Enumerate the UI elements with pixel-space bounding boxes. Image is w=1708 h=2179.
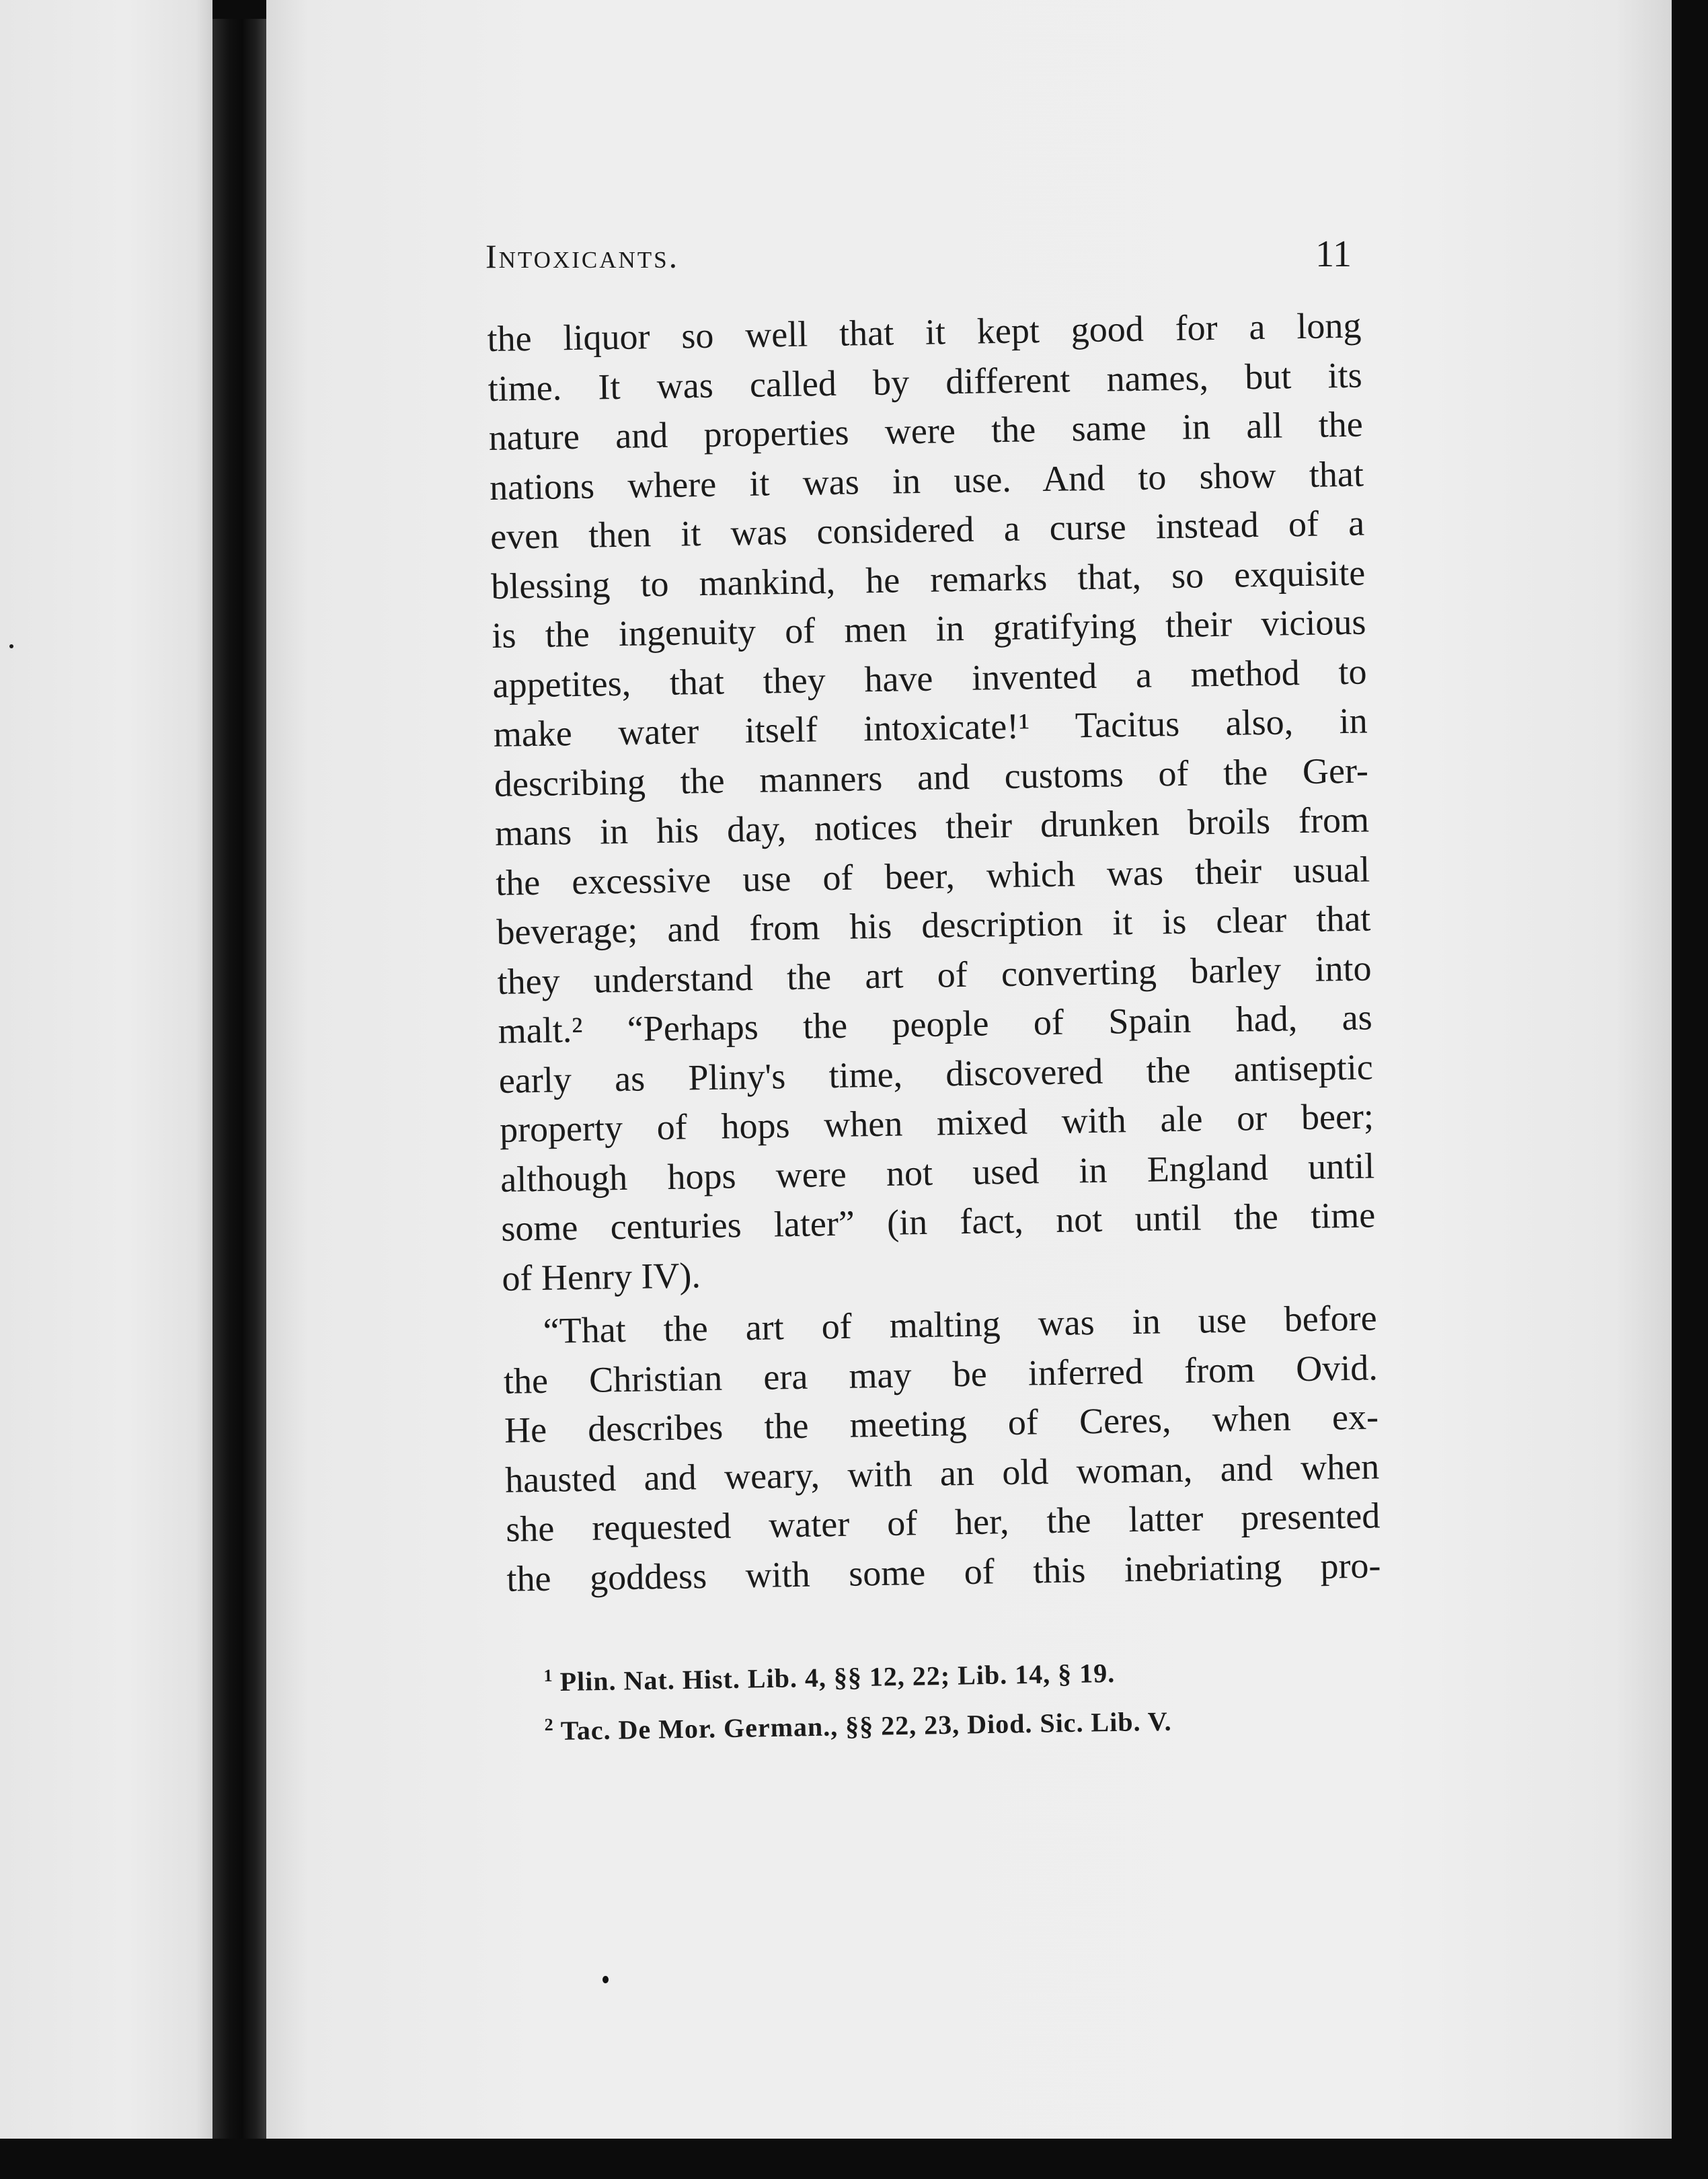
text-line: appetites, that they have invented a method to [492, 651, 1367, 705]
text-line: mans in his day, notices their drunken broils from [494, 799, 1370, 853]
text-line: the liquor so well that it kept good for a long [487, 305, 1362, 359]
left-page-margin [0, 0, 212, 2139]
footnote-mark: 1 [543, 1665, 553, 1685]
scan-right-border [1672, 0, 1708, 2179]
text-line: hausted and weary, with an old woman, and when [504, 1445, 1380, 1500]
text-line: of Henry IV). [502, 1254, 701, 1299]
footnote-text: Tac. De Mor. German., §§ 22, 23, Diod. Sic. Lib. V. [560, 1706, 1172, 1747]
scan-bottom-border [0, 2139, 1708, 2179]
margin-speck [9, 644, 13, 648]
text-line: the goddess with some of this inebriating pro- [506, 1544, 1381, 1599]
text-line: they understand the art of converting barley into [497, 947, 1372, 1002]
text-line: she requested water of her, the latter presented [505, 1495, 1381, 1550]
text-line: nature and properties were the same in all the [488, 404, 1364, 458]
footnote-mark: 2 [544, 1715, 554, 1735]
text-line: He describes the meeting of Ceres, when ex- [504, 1396, 1379, 1451]
text-line: “That the art of malting was in use before [543, 1297, 1378, 1351]
text-line: early as Pliny's time, discovered the antiseptic [498, 1046, 1374, 1101]
footnote-text: Plin. Nat. Hist. Lib. 4, §§ 12, 22; Lib. 14, § 19. [559, 1657, 1116, 1697]
text-line: the Christian era may be inferred from Ovid. [503, 1346, 1379, 1402]
body-text [487, 301, 1381, 1604]
page-number: 11 [1315, 233, 1352, 275]
text-line: blessing to mankind, he remarks that, so exquisite [490, 552, 1366, 607]
text-line: describing the manners and customs of the Ger- [494, 749, 1369, 804]
text-line: time. It was called by different names, but its [488, 354, 1363, 409]
book-binding-gutter [212, 19, 266, 2139]
text-line: beverage; and from his description it is clear that [496, 898, 1371, 952]
text-line: make water itself intoxicate!¹ Tacitus also, in [493, 700, 1368, 755]
footnotes [543, 1642, 1365, 1753]
page-speck [603, 1976, 609, 1983]
page-header [484, 233, 1352, 286]
text-line: is the ingenuity of men in gratifying their vicious [492, 601, 1366, 656]
text-line: malt.² “Perhaps the people of Spain had, as [498, 997, 1373, 1051]
text-line: although hops were not used in England until [500, 1145, 1375, 1200]
text-line: the excessive use of beer, which was their usual [495, 848, 1370, 903]
text-line: some centuries later” (in fact, not until the time [500, 1194, 1376, 1249]
text-line: even then it was considered a curse instead of a [490, 502, 1365, 557]
running-title: Intoxicants. [486, 237, 680, 275]
text-line: property of hops when mixed with ale or beer; [499, 1096, 1374, 1150]
text-line: nations where it was in use. And to show that [489, 453, 1364, 508]
